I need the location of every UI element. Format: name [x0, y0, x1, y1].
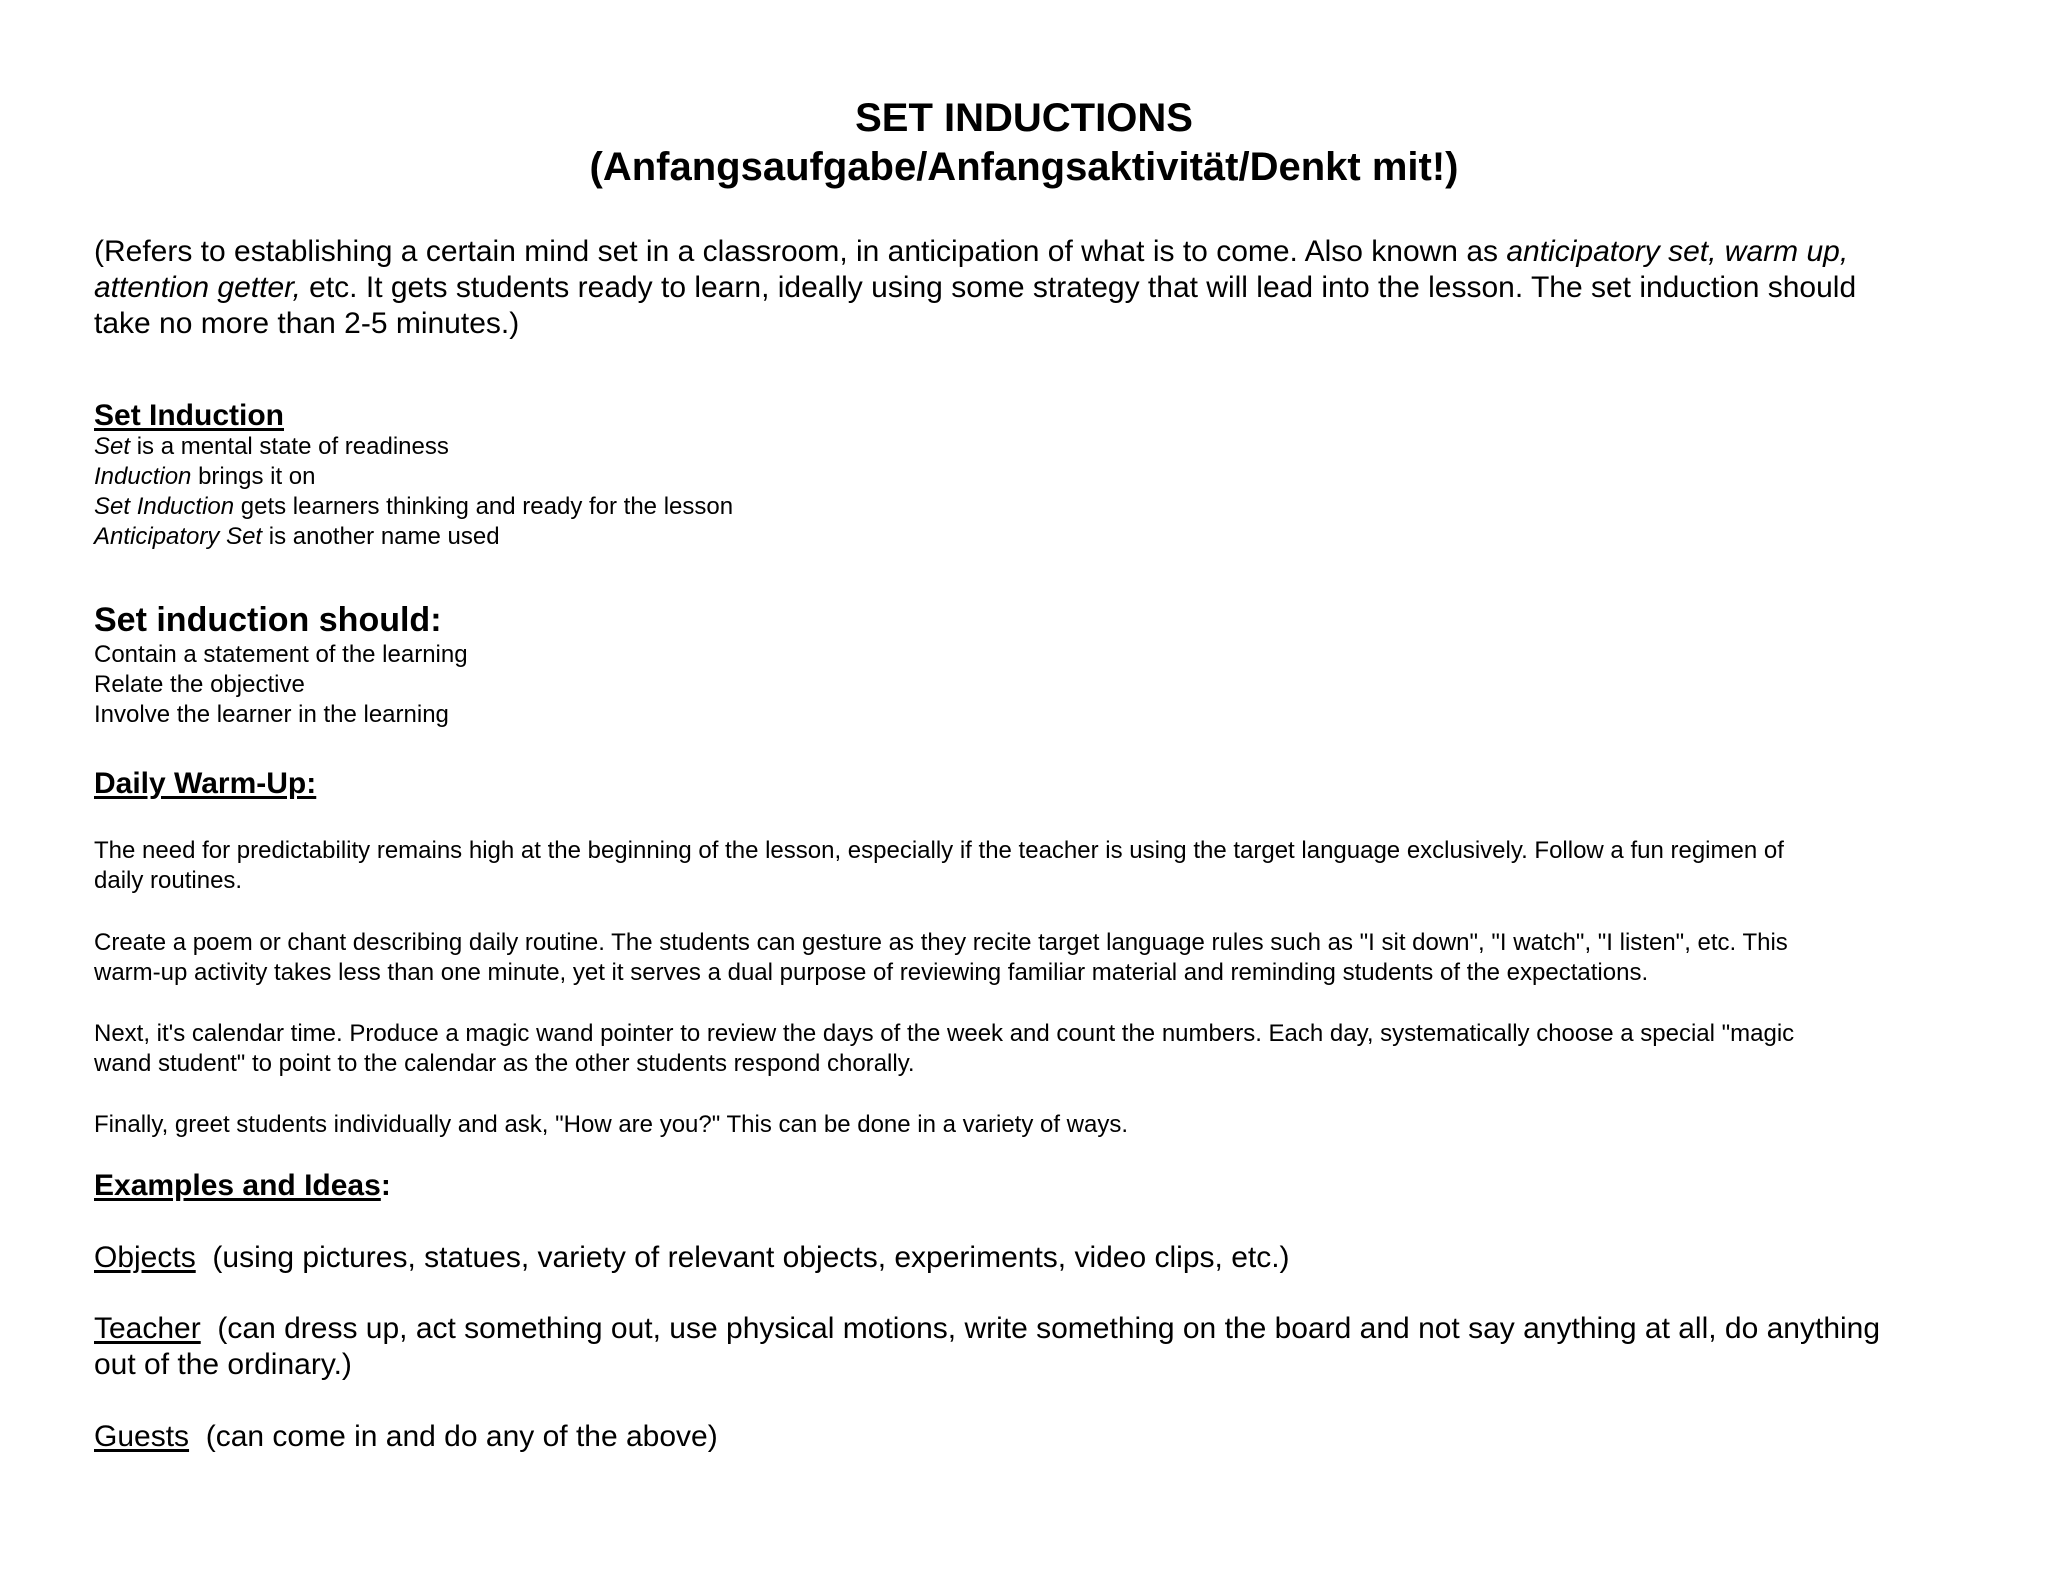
example-guests: Guests (can come in and do any of the above): [94, 1420, 718, 1453]
example-teacher: Teacher (can dress up, act something out, use physical motions, write something on the board and not say anything at all, do anything out of the ordinary.): [94, 1312, 1881, 1381]
warmup-paragraph-2: Create a poem or chant describing daily routine. The students can gesture as they recite target language rules such as "I sit down", "I watch", "I listen", etc. This warm-up activity takes less than one minute, yet it serves a dual purpose of reviewing familiar material and reminding students of the expectations.: [94, 929, 1788, 986]
list-item: Contain a statement of the learning: [94, 641, 468, 668]
should-list: [94, 640, 1974, 730]
intro-line-1: (Refers to establishing a certain mind set in a classroom, in anticipation of what is to come. Also known as anticipatory set, warm up,: [94, 235, 1849, 268]
warmup-paragraph-1: The need for predictability remains high at the beginning of the lesson, especially if the teacher is using the target language exclusively. Follow a fun regimen of daily routines.: [94, 837, 1784, 894]
list-item: Relate the objective: [94, 671, 305, 698]
example-label: Teacher: [94, 1312, 201, 1345]
intro-paragraph: [94, 234, 1974, 342]
examples-heading: Examples and Ideas:: [94, 1169, 391, 1202]
list-item: Involve the learner in the learning: [94, 701, 449, 728]
definition-line: Set Induction gets learners thinking and ready for the lesson: [94, 493, 734, 520]
should-heading: Set induction should:: [94, 601, 442, 639]
definition-line: Set is a mental state of readiness: [94, 433, 449, 460]
warmup-paragraph-4: Finally, greet students individually and ask, "How are you?" This can be done in a variety of ways.: [94, 1111, 1129, 1138]
set-induction-definitions: [94, 432, 1974, 552]
document-subtitle: (Anfangsaufgabe/Anfangsaktivität/Denkt mit!): [589, 145, 1459, 189]
set-induction-heading: Set Induction: [94, 399, 284, 432]
example-objects: Objects (using pictures, statues, variety of relevant objects, experiments, video clips, etc.): [94, 1241, 1290, 1274]
intro-line-2: attention getter, etc. It gets students ready to learn, ideally using some strategy that will lead into the lesson. The set induction should: [94, 271, 1857, 304]
document-title: SET INDUCTIONS: [855, 96, 1193, 140]
example-label: Objects: [94, 1241, 196, 1274]
definition-line: Anticipatory Set is another name used: [94, 523, 500, 550]
warmup-heading: Daily Warm-Up:: [94, 767, 317, 800]
definition-line: Induction brings it on: [94, 463, 316, 490]
example-label: Guests: [94, 1420, 190, 1453]
intro-line-3: take no more than 2-5 minutes.): [94, 307, 520, 340]
warmup-paragraph-3: Next, it's calendar time. Produce a magic wand pointer to review the days of the week and count the numbers. Each day, systematically choose a special "magic wand student" to point to the calendar as the other students respond chorally.: [94, 1020, 1795, 1077]
